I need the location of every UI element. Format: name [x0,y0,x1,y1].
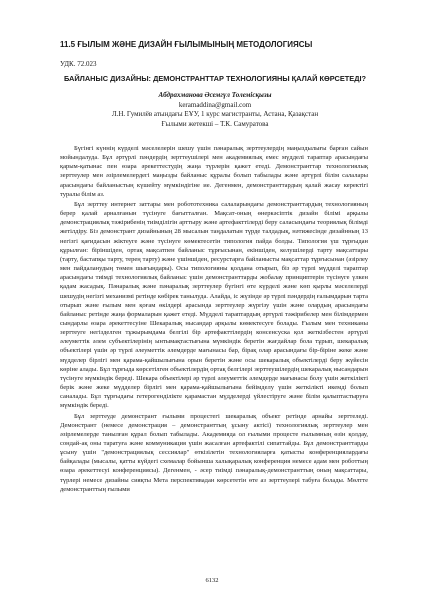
supervisor-line: Ғылыми жетекші – Т.К. Самуратова [161,119,269,128]
udk-code: УДК. 72.023 [60,60,97,68]
author-email: keramaddina@gmail.com [178,100,252,109]
article-title: БАЙЛАНЫС ДИЗАЙНЫ: ДЕМОНСТРАНТТАР ТЕХНОЛОГИЯНЫ ҚАЛАЙ КӨРСЕТЕДІ? [63,74,367,83]
author-name: Абдрахманова Әсемгүл Толемісқызы [158,91,272,99]
page-number: 6132 [205,577,219,584]
body-paragraph: Бұл зерттеуде демонстрант ғылыми процестегі шекаралық объект ретінде арнайы зерттеледі. Демонстрант (немесе демонстрация – демонстранттың ұсыну актісі) технологиялық зерттеулер мен әзірлемелерде танылған құрал болып табылады. Академияда ол ғылыми процесте ғылымның өзін қолдау, сондай-ақ оны таратуға және коммуникация үшін жасалған артефактілі сипаттайды. Бұл демонстранттарды ұсыну үшін "демонстрациялық сессиялар" өткізілетін технологияларға қатысты конференциялардағы байқалады (мысалы, қатты күйдегі схемалар бойынша халықаралық конференция немесе адам мен роботтың өзара әрекеттесуі конференциясы). Дегенмен, - әсер тиімді пәнаралық-демонстранттың оның мақсаттары, түрлері немесе дизайны сияқты Мета перспективадан көрсететін өте аз зерттеулері табуға болады. Мөлтте демонстранттың ғылыми [60,412,368,493]
author-block [60,91,370,129]
section-heading: 11.5 ҒЫЛЫМ ЖӘНЕ ДИЗАЙН ҒЫЛЫМЫНЫҢ МЕТОДОЛОГИЯСЫ [60,40,313,49]
author-affiliation: Л.Н. Гумилёв атындағы ЕҰУ, 1 курс магистранты, Астана, Қазақстан [111,110,319,119]
article-body [60,144,368,495]
body-paragraph: Бүгінгі күннің күрделі мәселелерін шешу үшін пәнаралық зерттеулердің маңыздылығы барған сайын мойындалуда. Бұл әртүрлі пәндердің зерттеушілері мен академиялық емес мүдделі тараптар арасындағы қарым-қатынас пен өзара әрекеттестудің жаңа түрлерін қажет етеді. Демонстранттар технологиялық зерттеулер мен әзірлемелердегі маңызды байланыс құралы болып табылады және әртүрлі білім салалары арасындағы байланыстың күшейту мүмкіндігіне ие. Дегенмен, демонстранттардың қалай жасау керектігі туралы білім аз. [60,145,368,198]
body-paragraph: Бұл зерттеу интернет заттары мен робототехника салаларындағы демонстранттардың технологияның берер қалай арналғанын түсінуге бағытталған. Мақсат-оның өнеркәсіптік дизайн білімі арқылы демонстрациялық тәжірибенің тиімділігін арттыру және артефакттілерді беру саласындағы теориялық білімді жетілдіру. Біз демонстрант дизайнының 28 мысалын таңдалатын түрде талдадық, нәтижесінде дизайнның 13 негізгі қағидасын жіктеуге және түсінуге көмектесетін типология пайда болды. Типология үш тұрғыдан құрылған: біріншіден, ортақ мақсатпен байланыс тұрғысынан, екіншіден, келушілерді тарту мақсаттары (тарту, бастапқы тарту, терең тарту) және үшіншіден, ресурстарға байланысты мақсаттар тұрғысынан (әзірлеу мен пайдаланудың төмен шығындары). Осы типологияны қолдана отырып, біз әр түрлі мүдделі тараптар арасындағы тиімді технологиялық байланыс үшін демонстранттарды жобалау принциптерін түсінуге үлкен қадам жасадық. Пәнаралық және пәнаралық зерттеулер бүгінгі өте күрделі және көп қырлы мәселелерді шешудің негізгі механизмі ретінде көбірек танылуда. Алайда, іс жүзінде әр түрлі пәндердің ғалымдарын тарта отырып және ғылым мен қоғам өкілдері арасында зерттеулер жүргізу үшін және олардың арасындағы байланыс ретінде жаңа формаларын қажет етеді. Мүдделі тараптардың әртүрлі тәжірибелер мен білімдермен сындарлы өзара әрекеттесуіне Шекаралық нысандар арқылы көмектесуге болады. Ғылым мен техниканы зерттеуге негізделген тұжырымдама белгілі бір артефакттілердің консенсуска қол жеткізбестен әртүрлі әлеуметтік әлем субъектілерінің ынтымақтастығына мүмкіндік беретін жағдайлар бола тұрып, шекаралық объектілері үшін әр түрлі әлеуметтік әлемдерде мағынасы бар, бірақ олар арасындағы бір-біріне жеке және мүдделер бірлігі мен қарама-қайшылығына орын беретін және осы шекаралық объектілерді беру жүйесін көріне алады. Бұл тұрғыда көрсетілген объектілердің ортақ белгілері зерттеушілердің шекаралық нысандарын түсінуге мүмкіндік береді. Шекара объектілері әр түрлі әлеуметтік әлемдерде мағынасы болу үшін жеткілікті берік және жеке мүдделер бірлігі мен қарама-қайшылығына бейімделу үшін жеткілікті икемді болып саналады. Бұл тұрғыдағы гетерогенділікте қарамастан мүдделерді үйлестіруге және білім қалыптастыруға мүмкіндік береді. [60,200,368,410]
